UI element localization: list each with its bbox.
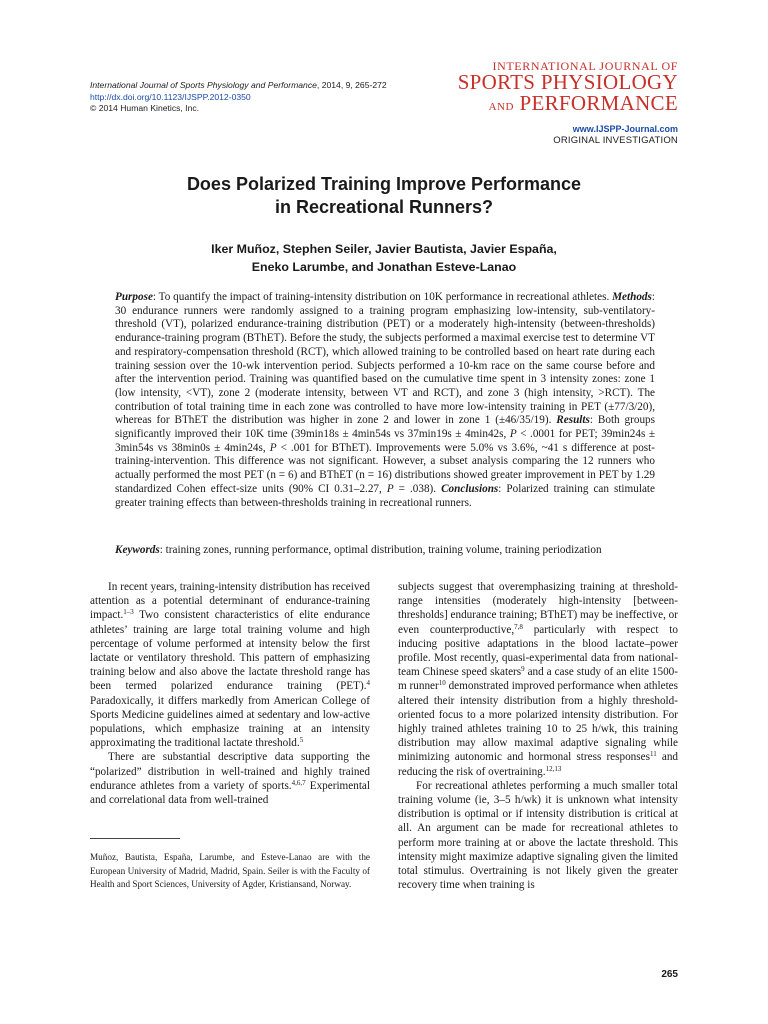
body-text: and a case study of an elite 1500-m runner — [398, 666, 678, 693]
reference-marker: 4 — [366, 679, 370, 688]
body-text: demonstrated improved performance when athletes altered their intensity distribution from a highly threshold-oriented focus to a more polarized intensity distribution. For highly trained athletes training 10 to 25 h/wk, this training distribution may allow maximal adaptive signaling while minimizing autonomic and hormonal stress responses — [398, 680, 678, 764]
results-text-a: : Both groups significantly improved their 10K time (39min18s ± 4min54s vs 37min19s ± 4min42s, — [115, 414, 655, 441]
reference-marker: 1–3 — [123, 608, 134, 617]
p-symbol: P — [386, 482, 394, 495]
body-text: subjects suggest that overemphasizing training at threshold-range intensities (moderately high-intensity [between-thresholds] endurance training; BThET) may be ineffective, or even counterproductive, — [398, 581, 679, 636]
paragraph: For recreational athletes performing a much smaller total training volume (ie, 3–5 h/wk) it is unknown what intensity distribution is optimal or if intensity distribution is critical at all. An argument can be made for recreational athletes to perform more training at or above the lactate threshold. This intensity might maximize adaptive signaling given the limited total stimulus. Overtraining is not likely given the greater recovery time when training is — [398, 779, 678, 892]
citation-block — [90, 80, 470, 115]
body-text: particularly with respect to inducing positive adaptations in the blood lactate–power profile. Most recently, quasi-experimental data from national-team Chinese speed skaters — [398, 623, 678, 679]
journal-name-line1: INTERNATIONAL JOURNAL OF — [492, 59, 678, 73]
reference-marker: 10 — [438, 679, 446, 688]
reference-marker: 4,6,7 — [291, 778, 306, 787]
body-text: Two consistent characteristics of elite endurance athletes’ training are large total training volume and high percentage of volume performed at intensity below the first lactate or ventilatory threshold. This pattern of emphasizing training below and also above the lactate threshold range has been termed polarized endurance training (PET). — [90, 609, 370, 693]
keywords-label: Keywords — [115, 544, 160, 556]
body-text: Paradoxically, it differs markedly from American College of Sports Medicine guidelines aimed at sedentary and low-active populations, which emphasize training at an intensity approximating the traditional lactate threshold. — [90, 694, 370, 750]
reference-marker: 5 — [299, 736, 304, 745]
paragraph — [90, 750, 370, 807]
methods-label: Methods — [612, 291, 652, 303]
reference-marker: 12,13 — [545, 764, 562, 773]
journal-name-line2: SPORTS PHYSIOLOGY — [457, 70, 678, 94]
body-text: There are substantial descriptive data supporting the “polarized” distribution in well-trained and highly trained endurance athletes from a variety of sports. — [90, 751, 370, 792]
journal-citation-name: International Journal of Sports Physiology and Performance — [90, 80, 317, 90]
title-line2: in Recreational Runners? — [274, 197, 494, 217]
journal-and: AND — [488, 101, 514, 113]
purpose-label: Purpose — [115, 291, 153, 303]
paragraph — [398, 580, 678, 779]
keywords — [115, 543, 655, 557]
article-title — [90, 173, 678, 219]
section-label: ORIGINAL INVESTIGATION — [553, 135, 678, 146]
body-text: Experimental and correlational data from well-trained — [90, 779, 370, 807]
body-text: In recent years, training-intensity distribution has received attention as a potential determinant of endurance-training impact. — [90, 581, 370, 622]
conclusions-text: : Polarized training can stimulate greater training effects than between-thresholds training in recreational runners. — [115, 482, 655, 509]
author-list — [90, 240, 678, 276]
reference-marker: 11 — [649, 750, 657, 759]
journal-url-link[interactable]: www.IJSPP-Journal.com — [572, 124, 678, 134]
author-affiliation-footnote: Muñoz, Bautista, España, Larumbe, and Esteve-Lanao are with the European University of Madrid, Madrid, Spain. Seiler is with the Faculty of Health and Sport Sciences, University of Agder, Kristiansand, Norway. — [90, 852, 370, 889]
body-column-right — [398, 580, 678, 892]
journal-name-line3 — [418, 93, 678, 118]
paragraph — [90, 580, 370, 750]
results-label: Results — [556, 414, 590, 427]
copyright: © 2014 Human Kinetics, Inc. — [90, 103, 200, 113]
keywords-text: : training zones, running performance, optimal distribution, training volume, training periodization — [159, 544, 602, 556]
authors-line2: Eneko Larumbe, and Jonathan Esteve-Lanao — [251, 260, 517, 274]
conclusions-label: Conclusions — [441, 482, 499, 495]
body-column-left — [90, 580, 370, 807]
reference-marker: 7,8 — [514, 622, 523, 631]
p-symbol: P — [269, 441, 277, 454]
footnote-divider — [90, 838, 180, 839]
journal-performance: PERFORMANCE — [519, 91, 678, 115]
citation-details: , 2014, 9, 265-272 — [316, 80, 387, 90]
purpose-text: : To quantify the impact of training-intensity distribution on 10K performance in recreational athletes. — [152, 291, 613, 303]
abstract — [115, 291, 655, 510]
methods-text: : 30 endurance runners were randomly assigned to a training program emphasizing low-intensity, sub-ventilatory-threshold (VT), polarized endurance-training distribution (PET) or a moderately high-intensity (between-thresholds) endurance-training program (BThET). Before the study, the subjects performed a maximal exercise test to determine VT and respiratory-compensation threshold (RCT), which allowed training to be controlled based on heart rate during each training session over the 10-wk intervention period. Subjects performed a 10-km race on the same course before and after the intervention period. Training was quantified based on the cumulative time spent in 3 intensity zones: zone 1 (low intensity, <VT), zone 2 (moderate intensity, between VT and RCT), and zone 3 (high intensity, >RCT). The contribution of total training time in each zone was controlled to have more low-intensity training in PET (±77/3/20), whereas for BThET the distribution was higher in zone 2 and lower in zone 1 (±46/35/19). — [115, 291, 655, 427]
p-symbol: P — [509, 428, 517, 441]
citation-line — [90, 80, 470, 92]
body-text: and reducing the risk of overtraining. — [398, 751, 679, 778]
results-text-c: < .001 for BThET). Improvements were 5.0% vs 3.6%, ~41 s difference at post-training-intervention. This difference was not significant. However, a subset analysis comparing the 12 runners who actually performed the most PET (n = 6) and BThET (n = 16) distributions showed greater improvement in PET by 1.29 standardized Cohen effect-size units (90% CI 0.31–2.27, — [115, 441, 655, 495]
results-text-d: = .038). — [393, 482, 442, 495]
reference-marker: 9 — [521, 665, 525, 674]
title-line1: Does Polarized Training Improve Performance — [186, 174, 582, 194]
results-text-b: < .0001 for PET; 39min24s ± 3min54s vs 38min0s ± 4min24s, — [115, 428, 655, 454]
journal-masthead — [418, 60, 678, 147]
page-number: 265 — [661, 969, 678, 980]
authors-line1: Iker Muñoz, Stephen Seiler, Javier Bautista, Javier España, — [211, 242, 557, 256]
doi-link[interactable]: http://dx.doi.org/10.1123/IJSPP.2012-0350 — [90, 91, 251, 102]
